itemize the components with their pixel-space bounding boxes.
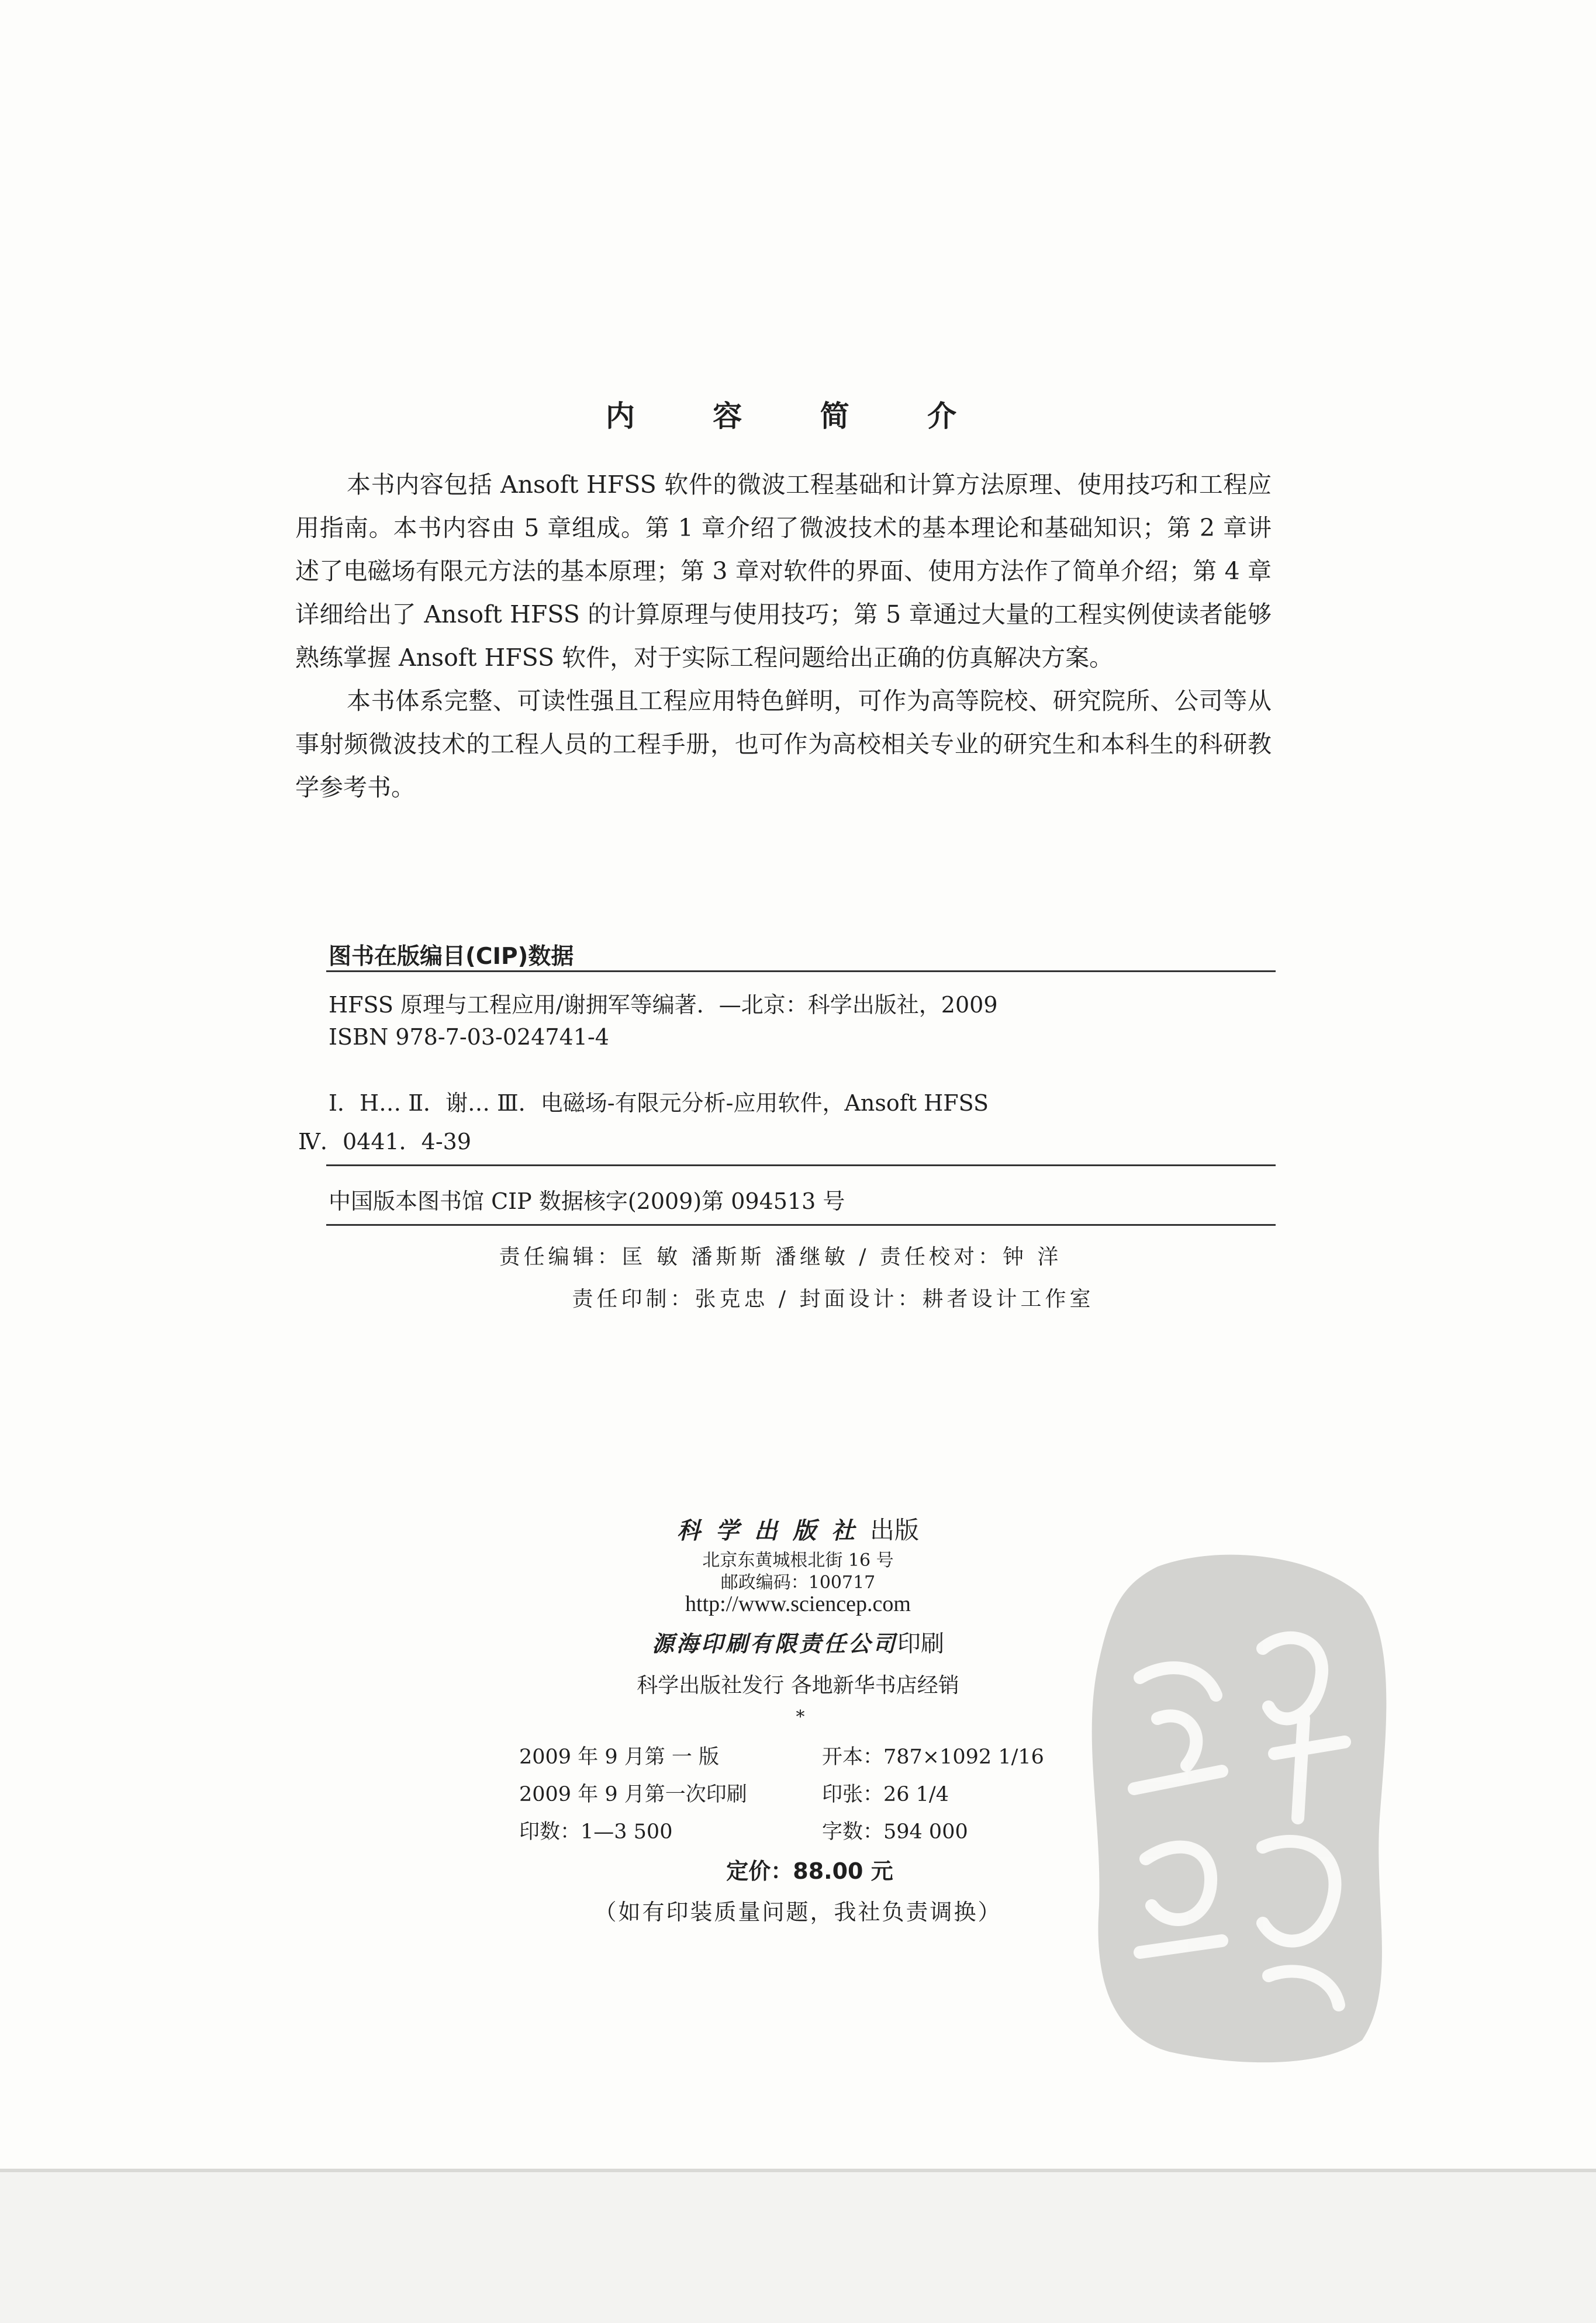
printed-sheets: 印张：26 1/4 bbox=[822, 1783, 949, 1806]
book-format: 开本：787×1092 1/16 bbox=[822, 1745, 1044, 1769]
editor-credits: 责任编辑：匡 敏 潘斯斯 潘继敏 / 责任校对：钟 洋 bbox=[499, 1245, 1062, 1269]
cip-record-number: 中国版本图书馆 CIP 数据核字(2009)第 094513 号 bbox=[329, 1188, 845, 1214]
separator-asterisk: * bbox=[796, 1707, 805, 1727]
seal-stamp-watermark bbox=[1070, 1543, 1397, 2069]
distribution-line: 科学出版社发行 各地新华书店经销 bbox=[637, 1674, 959, 1698]
production-credits: 责任印制：张克忠 / 封面设计：耕者设计工作室 bbox=[572, 1287, 1094, 1311]
printer-suffix: 印刷 bbox=[897, 1630, 944, 1657]
scan-margin bbox=[0, 2172, 1596, 2323]
publisher-postcode: 邮政编码：100717 bbox=[720, 1572, 876, 1593]
intro-body bbox=[295, 463, 1272, 809]
price: 定价：88.00 元 bbox=[726, 1858, 893, 1884]
quality-notice: （如有印装质量问题，我社负责调换） bbox=[594, 1899, 1002, 1925]
seal-stamp-shape bbox=[1092, 1555, 1387, 2063]
publisher-url: http://www.sciencep.com bbox=[685, 1592, 911, 1616]
cip-bottom-rule bbox=[326, 1224, 1276, 1226]
intro-paragraph: 本书体系完整、可读性强且工程应用特色鲜明，可作为高等院校、研究院所、公司等从事射频微波技术的工程人员的工程手册，也可作为高校相关专业的研究生和本科生的科研教学参考书。 bbox=[295, 687, 1272, 801]
printing-date: 2009 年 9 月第一次印刷 bbox=[519, 1783, 747, 1806]
print-run: 印数：1—3 500 bbox=[519, 1820, 673, 1844]
cip-top-rule bbox=[326, 970, 1276, 972]
cip-isbn: ISBN 978-7-03-024741-4 bbox=[329, 1024, 609, 1050]
cip-subjects: Ⅰ．H… Ⅱ．谢… Ⅲ．电磁场-有限元分析-应用软件，Ansoft HFSS bbox=[329, 1090, 989, 1116]
cip-classification: Ⅳ．0441．4-39 bbox=[298, 1129, 472, 1154]
edition-date: 2009 年 9 月第 一 版 bbox=[519, 1745, 719, 1769]
printer-name: 源海印刷有限责任公司 bbox=[651, 1630, 897, 1657]
cip-middle-rule bbox=[326, 1164, 1276, 1166]
publisher-line bbox=[0, 1511, 1596, 1546]
cip-heading: 图书在版编目(CIP)数据 bbox=[329, 943, 574, 970]
publisher-address: 北京东黄城根北街 16 号 bbox=[702, 1550, 894, 1571]
intro-title: 内 容 简 介 bbox=[605, 399, 991, 433]
publisher-suffix: 出版 bbox=[869, 1516, 919, 1544]
intro-paragraph: 本书内容包括 Ansoft HFSS 软件的微波工程基础和计算方法原理、使用技巧和工程应用指南。本书内容由 5 章组成。第 1 章介绍了微波技术的基本理论和基础知识；第 2 章讲述了电磁场有限元方法的基本原理；第 3 章对软件的界面、使用方法作了简单介绍；第 4 章详细给出了 Ansoft HFSS 的计算原理与使用技巧；第 5 章通过大量的工程实例使读者能够熟练掌握 Ansoft HFSS 软件，对于实际工程问题给出正确的仿真解决方案。 bbox=[295, 471, 1272, 672]
word-count: 字数：594 000 bbox=[822, 1820, 968, 1844]
publisher-name: 科学出版社 bbox=[676, 1517, 870, 1544]
cip-title-line: HFSS 原理与工程应用/谢拥军等编著．—北京：科学出版社，2009 bbox=[329, 992, 998, 1018]
